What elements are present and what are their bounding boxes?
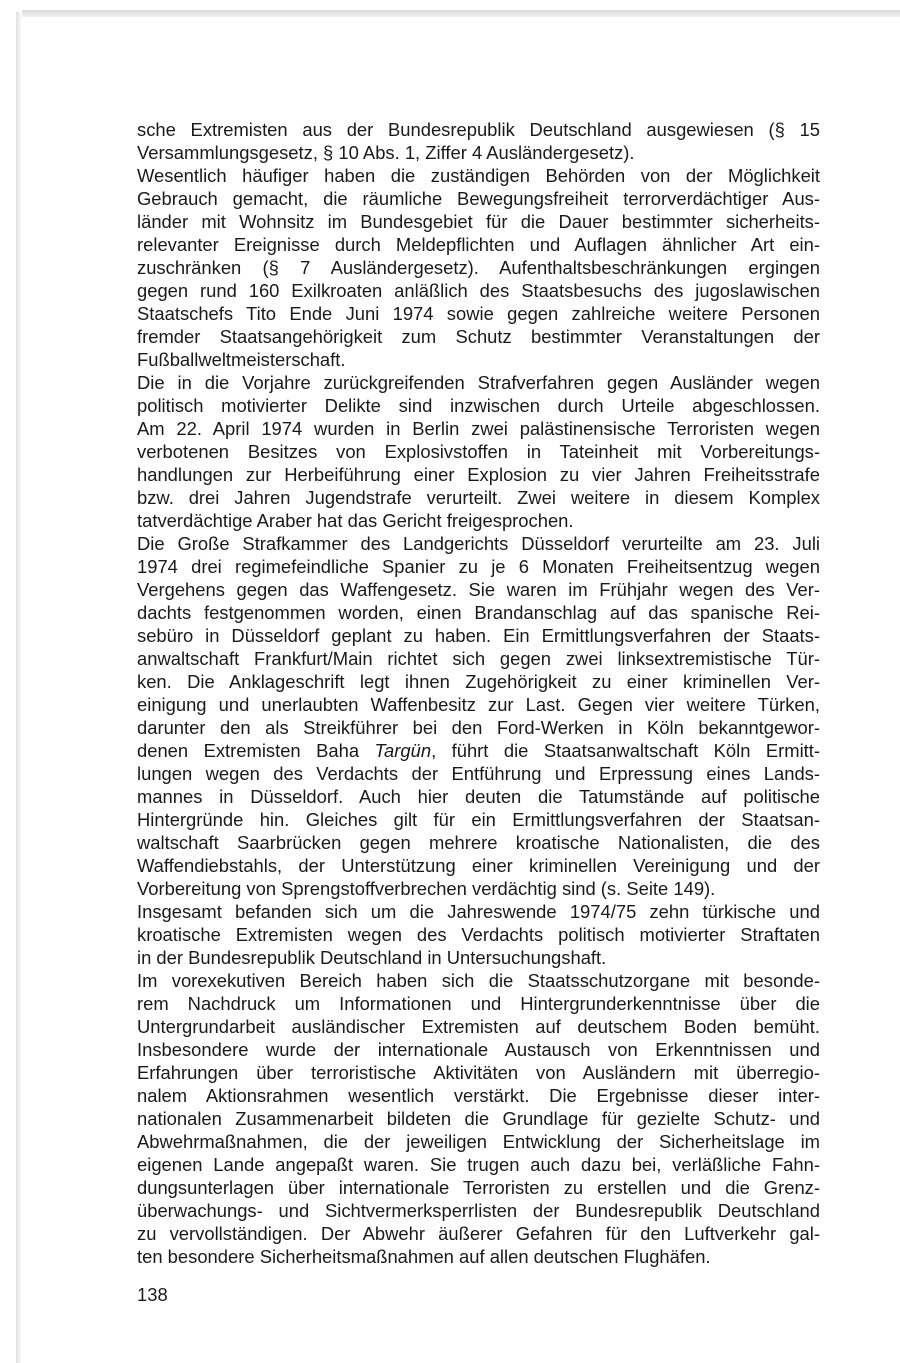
text-line: sche Extremisten aus der Bundesrepublik Deutschland ausgewiesen (§ 15 (137, 119, 820, 140)
text-line: lungen wegen des Verdachts der Entführung und Erpressung eines Lands- (137, 763, 820, 784)
paragraph (137, 164, 820, 371)
text-line: tatverdächtige Araber hat das Gericht freigesprochen. (137, 510, 574, 531)
text-line: Wesentlich häufiger haben die zuständigen Behörden von der Möglichkeit (137, 165, 820, 186)
text-line: Untergrundarbeit ausländischer Extremisten auf deutschem Boden bemüht. (137, 1016, 820, 1037)
text-line: rem Nachdruck um Informationen und Hintergrunderkenntnisse über die (137, 993, 820, 1014)
text-line: gegen rund 160 Exilkroaten anläßlich des Staatsbesuchs des jugoslawischen (137, 280, 820, 301)
text-line: Hintergründe hin. Gleiches gilt für ein Ermittlungsverfahren der Staatsan- (137, 809, 820, 830)
text-line: politisch motivierter Delikte sind inzwischen durch Urteile abgeschlossen. (137, 395, 820, 416)
text-line: in der Bundesrepublik Deutschland in Untersuchungshaft. (137, 947, 607, 968)
paragraph (137, 900, 820, 969)
text-line: Die Große Strafkammer des Landgerichts Düsseldorf verurteilte am 23. Juli (137, 533, 820, 554)
text-line: Gebrauch gemacht, die räumliche Bewegungsfreiheit terrorverdächtiger Aus- (137, 188, 820, 209)
text-line: Staatschefs Tito Ende Juni 1974 sowie gegen zahlreiche weitere Personen (137, 303, 820, 324)
text-line: dungsunterlagen über internationale Terroristen zu erstellen und die Grenz- (137, 1177, 820, 1198)
page-number: 138 (137, 1284, 168, 1305)
text-line: Erfahrungen über terroristische Aktivitäten von Ausländern mit überregio- (137, 1062, 820, 1083)
text-line: relevanter Ereignisse durch Meldepflichten und Auflagen ähnlicher Art ein- (137, 234, 820, 255)
text-line: Vergehens gegen das Waffengesetz. Sie waren im Frühjahr wegen des Ver- (137, 579, 820, 600)
text-line: ten besondere Sicherheitsmaßnahmen auf allen deutschen Flughäfen. (137, 1246, 711, 1267)
italic-name: Targün (374, 740, 432, 761)
paragraph (137, 371, 820, 532)
text-line: waltschaft Saarbrücken gegen mehrere kroatische Nationalisten, die des (137, 832, 820, 853)
text-line: einigung und unerlaubten Waffenbesitz zur Last. Gegen vier weitere Türken, (137, 694, 820, 715)
text-line: eigenen Lande angepaßt waren. Sie trugen auch dazu bei, verläßliche Fahn- (137, 1154, 820, 1175)
text-line: Am 22. April 1974 wurden in Berlin zwei palästinensische Terroristen wegen (137, 418, 820, 439)
text-line: sebüro in Düsseldorf geplant zu haben. Ein Ermittlungsverfahren der Staats- (137, 625, 820, 646)
text-line: Vorbereitung von Sprengstoffverbrechen verdächtig sind (s. Seite 149). (137, 878, 716, 899)
text-line: überwachungs- und Sichtvermerksperrlisten der Bundesrepublik Deutschland (137, 1200, 820, 1221)
page-left-edge (16, 12, 21, 1363)
text-line: Abwehrmaßnahmen, die der jeweiligen Entwicklung der Sicherheitslage im (137, 1131, 820, 1152)
text-line: Insbesondere wurde der internationale Austausch von Erkenntnissen und (137, 1039, 820, 1060)
text-line: kroatische Extremisten wegen des Verdachts politisch motivierter Straftaten (137, 924, 820, 945)
text-line: ken. Die Anklageschrift legt ihnen Zugehörigkeit zu einer kriminellen Ver- (137, 671, 820, 692)
text-line: Waffendiebstahls, der Unterstützung einer kriminellen Vereinigung und der (137, 855, 820, 876)
text-line: handlungen zur Herbeiführung einer Explosion zu vier Jahren Freiheitsstrafe (137, 464, 820, 485)
text-line: darunter den als Streikführer bei den Ford-Werken in Köln bekanntgewor- (137, 717, 820, 738)
text-line: Die in die Vorjahre zurückgreifenden Strafverfahren gegen Ausländer wegen (137, 372, 820, 393)
text-line: Insgesamt befanden sich um die Jahreswende 1974/75 zehn türkische und (137, 901, 820, 922)
paragraph (137, 118, 820, 164)
text-line: nalem Aktionsrahmen wesentlich verstärkt. Die Ergebnisse dieser inter- (137, 1085, 820, 1106)
text-line: nationalen Zusammenarbeit bildeten die Grundlage für gezielte Schutz- und (137, 1108, 820, 1129)
text-line: Fußballweltmeisterschaft. (137, 349, 346, 370)
text-line: dachts festgenommen worden, einen Brandanschlag auf das spanische Rei- (137, 602, 820, 623)
paragraph (137, 532, 820, 900)
text-line: Versammlungsgesetz, § 10 Abs. 1, Ziffer 4 Ausländergesetz). (137, 142, 635, 163)
body-text (137, 118, 820, 1268)
text-line: fremder Staatsangehörigkeit zum Schutz bestimmter Veranstaltungen der (137, 326, 820, 347)
text-line: mannes in Düsseldorf. Auch hier deuten die Tatumstände auf politische (137, 786, 820, 807)
text-line: Im vorexekutiven Bereich haben sich die Staatsschutzorgane mit besonde- (137, 970, 820, 991)
paragraph (137, 969, 820, 1268)
text-line: anwaltschaft Frankfurt/Main richtet sich gegen zwei linksextremistische Tür- (137, 648, 820, 669)
text-line: zu vervollständigen. Der Abwehr äußerer Gefahren für den Luftverkehr gal- (137, 1223, 820, 1244)
text-line: bzw. drei Jahren Jugendstrafe verurteilt. Zwei weitere in diesem Komplex (137, 487, 820, 508)
text-line: denen Extremisten Baha Targün, führt die Staatsanwaltschaft Köln Ermitt- (137, 740, 820, 761)
page-top-edge (22, 10, 900, 17)
text-line: länder mit Wohnsitz im Bundesgebiet für die Dauer bestimmter sicherheits- (137, 211, 820, 232)
text-line: 1974 drei regimefeindliche Spanier zu je 6 Monaten Freiheitsentzug wegen (137, 556, 820, 577)
text-line: zuschränken (§ 7 Ausländergesetz). Aufenthaltsbeschränkungen ergingen (137, 257, 820, 278)
text-line: verbotenen Besitzes von Explosivstoffen in Tateinheit mit Vorbereitungs- (137, 441, 820, 462)
